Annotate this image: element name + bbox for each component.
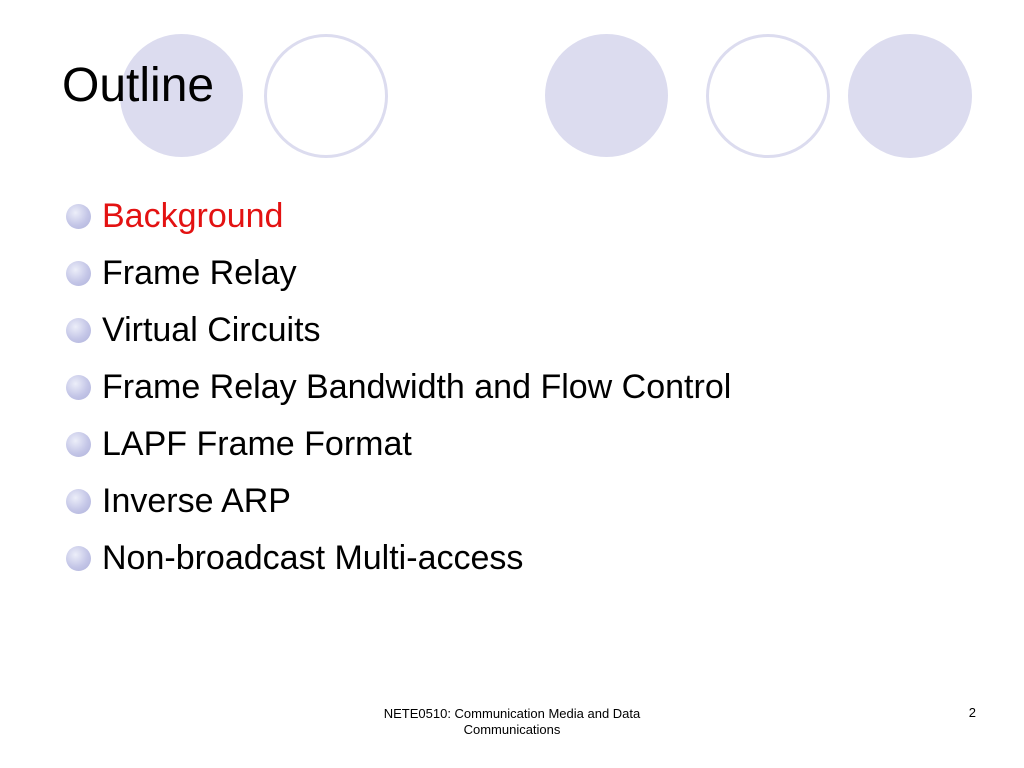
bullet-icon bbox=[66, 318, 91, 343]
bullet-text: Frame Relay Bandwidth and Flow Control bbox=[102, 368, 732, 406]
bullet-icon bbox=[66, 489, 91, 514]
bullet-icon bbox=[66, 261, 91, 286]
bullet-text: Non-broadcast Multi-access bbox=[102, 539, 524, 577]
bullet-icon bbox=[66, 432, 91, 457]
bullet-icon bbox=[66, 375, 91, 400]
bullet-item-frame-relay bbox=[66, 245, 731, 302]
bullet-text: LAPF Frame Format bbox=[102, 425, 412, 463]
bullet-icon bbox=[66, 204, 91, 229]
decor-circle-outline-2 bbox=[706, 34, 830, 158]
bullet-text: Frame Relay bbox=[102, 254, 297, 292]
bullet-icon bbox=[66, 546, 91, 571]
bullet-item-bandwidth-flow-control bbox=[66, 359, 731, 416]
slide-footer bbox=[352, 706, 672, 738]
slide-title: Outline bbox=[62, 59, 215, 112]
bullet-text: Inverse ARP bbox=[102, 482, 291, 520]
footer-line-1: NETE0510: Communication Media and Data bbox=[383, 706, 641, 721]
decor-circle-filled-2 bbox=[545, 34, 668, 157]
bullet-list bbox=[66, 188, 731, 587]
bullet-text: Virtual Circuits bbox=[102, 311, 321, 349]
bullet-item-virtual-circuits bbox=[66, 302, 731, 359]
decor-circle-outline-1 bbox=[264, 34, 388, 158]
page-number: 2 bbox=[968, 705, 976, 720]
bullet-item-lapf-frame-format bbox=[66, 416, 731, 473]
bullet-item-nbma bbox=[66, 530, 731, 587]
bullet-item-inverse-arp bbox=[66, 473, 731, 530]
decor-circle-filled-3 bbox=[848, 34, 972, 158]
bullet-item-background bbox=[66, 188, 731, 245]
footer-line-2: Communications bbox=[463, 722, 561, 737]
bullet-text: Background bbox=[102, 197, 284, 235]
